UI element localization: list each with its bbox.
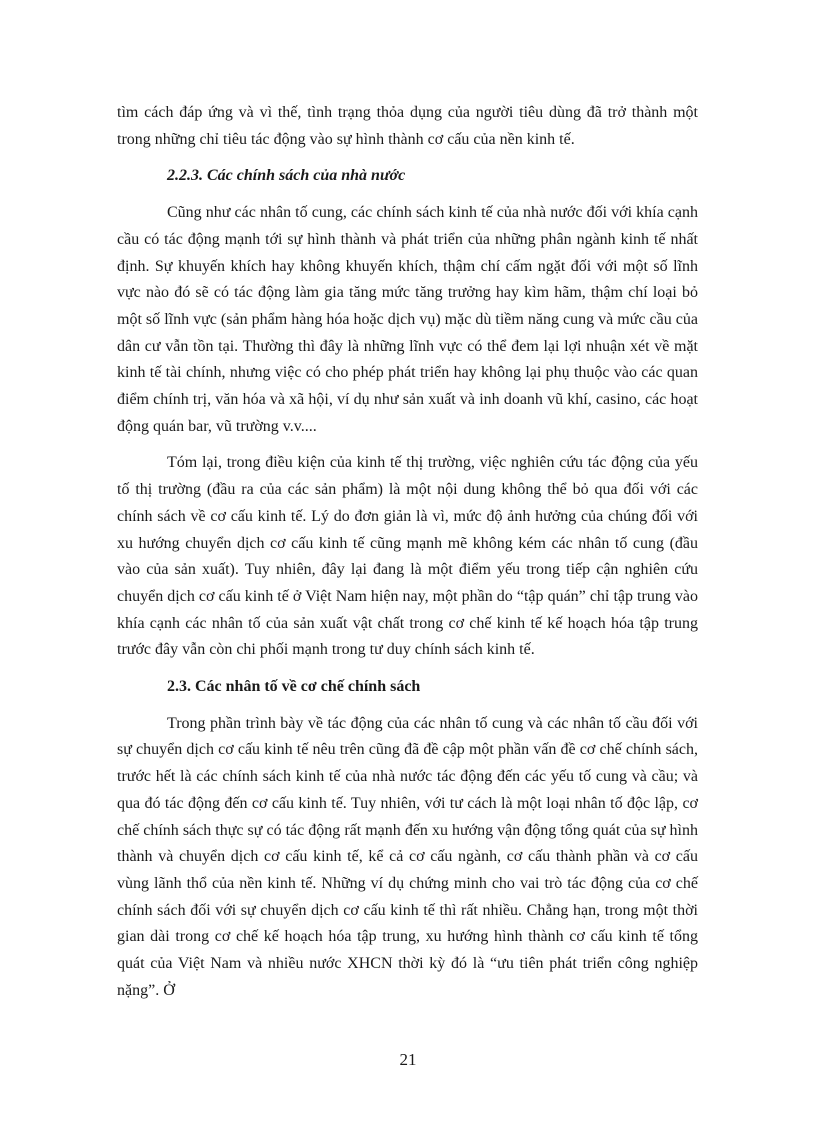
paragraph-state-policies: Cũng như các nhân tố cung, các chính sách kinh tế của nhà nước đối với khía cạnh cầu có tác động mạnh tới sự hình thành và phát triển của những phân ngành kinh tế nhất định. Sự khuyến khích hay không khuyến khích, thậm chí cấm ngặt đối với một số lĩnh vực nào đó sẽ có tác động làm gia tăng mức tăng trưởng hay kìm hãm, thậm chí loại bỏ một số lĩnh vực (sản phẩm hàng hóa hoặc dịch vụ) mặc dù tiềm năng cung và mức cầu của dân cư vẫn tồn tại. Thường thì đây là những lĩnh vực có thể đem lại lợi nhuận xét về mặt kinh tế tài chính, nhưng việc có cho phép phát triển hay không lại phụ thuộc vào các quan điểm chính trị, văn hóa và xã hội, ví dụ như sản xuất và inh doanh vũ khí, casino, các hoạt động quán bar, vũ trường v.v.... — [117, 204, 698, 435]
section-heading-2-2-3: 2.2.3. Các chính sách của nhà nước — [167, 167, 406, 185]
page-number: 21 — [399, 1050, 417, 1069]
section-heading-2-3: 2.3. Các nhân tố về cơ chế chính sách — [167, 678, 421, 696]
page-body — [117, 100, 698, 1015]
paragraph-summary: Tóm lại, trong điều kiện của kinh tế thị trường, việc nghiên cứu tác động của yếu tố thị trường (đầu ra của các sản phẩm) là một nội dung không thể bỏ qua đối với các chính sách về cơ cấu kinh tế. Lý do đơn giản là vì, mức độ ảnh hưởng của chúng đối với xu hướng chuyển dịch cơ cấu kinh tế cũng mạnh mẽ không kém các nhân tố cung (đầu vào của sản xuất). Tuy nhiên, đây lại đang là một điểm yếu trong tiếp cận nghiên cứu chuyển dịch cơ cấu kinh tế ở Việt Nam hiện nay, một phần do “tập quán” chỉ tập trung vào khía cạnh các nhân tố của sản xuất vật chất trong cơ chế kinh tế kế hoạch hóa tập trung trước đây vẫn còn chi phối mạnh trong tư duy chính sách kinh tế. — [117, 454, 698, 659]
paragraph-policy-mechanisms: Trong phần trình bày về tác động của các nhân tố cung và các nhân tố cầu đối với sự chuyển dịch cơ cấu kinh tế nêu trên cũng đã đề cập một phần vấn đề cơ chế chính sách, trước hết là các chính sách kinh tế của nhà nước tác động đến các yếu tố cung và cầu; và qua đó tác động đến cơ cấu kinh tế. Tuy nhiên, với tư cách là một loại nhân tố độc lập, cơ chế chính sách thực sự có tác động rất mạnh đến xu hướng vận động tổng quát của sự hình thành và chuyển dịch cơ cấu kinh tế, kể cả cơ cấu ngành, cơ cấu thành phần và cơ cấu vùng lãnh thổ của nền kinh tế. Những ví dụ chứng minh cho vai trò tác động của cơ chế chính sách đối với sự chuyển dịch cơ cấu kinh tế thì rất nhiều. Chẳng hạn, trong một thời gian dài trong cơ chế kế hoạch hóa tập trung, xu hướng hình thành cơ cấu kinh tế tổng quát của Việt Nam và nhiều nước XHCN thời kỳ đó là “ưu tiên phát triển công nghiệp nặng”. Ở — [117, 714, 698, 999]
paragraph-continuation: tìm cách đáp ứng và vì thế, tình trạng thỏa dụng của người tiêu dùng đã trở thành một trong những chỉ tiêu tác động vào sự hình thành cơ cấu của nền kinh tế. — [117, 104, 698, 148]
